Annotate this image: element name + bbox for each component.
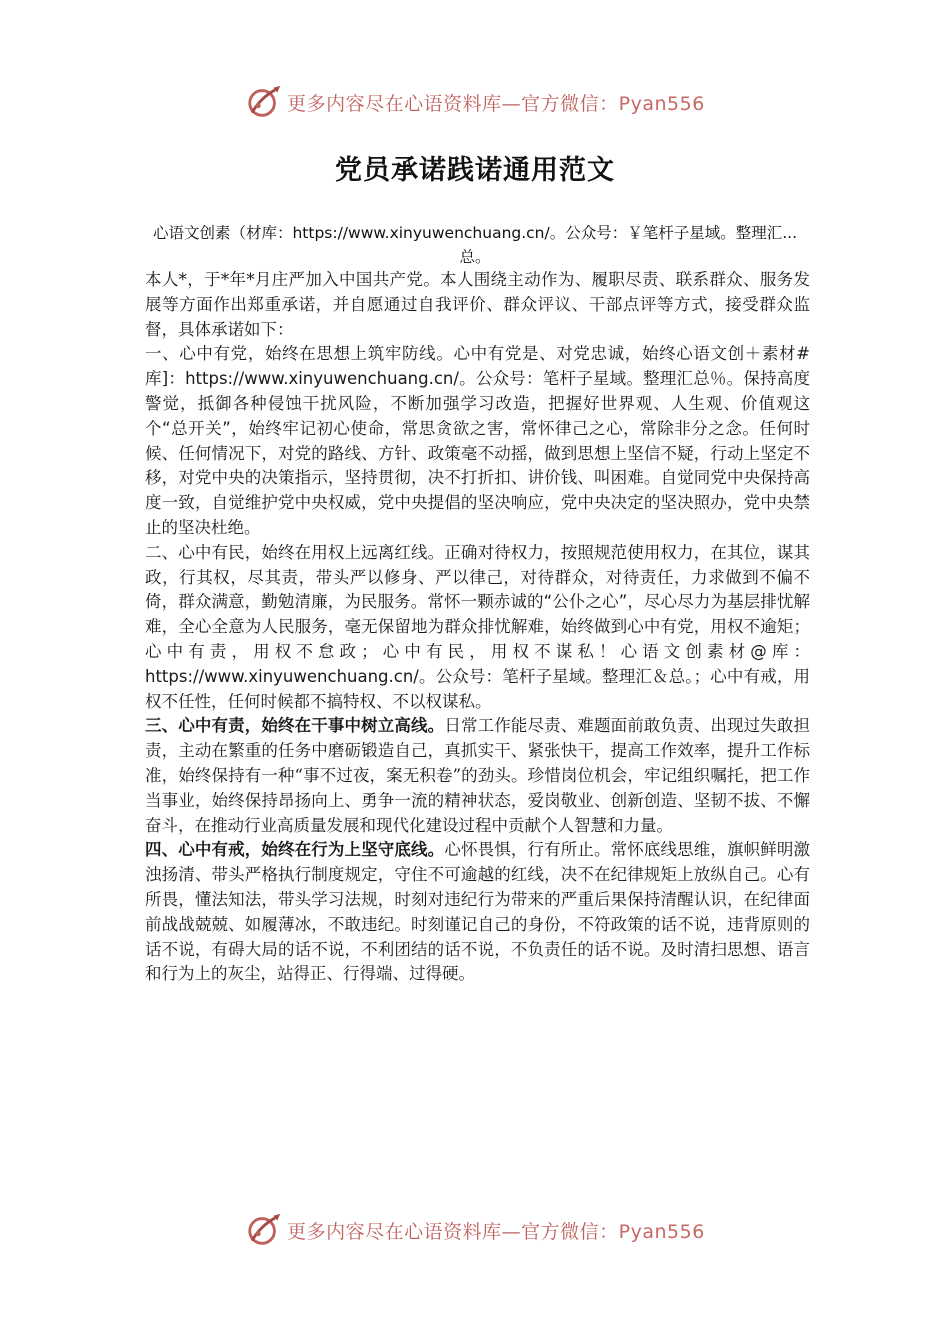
section-heading-3: 三、心中有责，始终在干事中树立高线。 <box>145 716 445 736</box>
intro-paragraph: 本人*，于*年*月庄严加入中国共产党。本人围绕主动作为、履职尽责、联系群众、服务发展等方面作出郑重承诺，并自愿通过自我评价、群众评议、干部点评等方式，接受群众监督，具体承诺如下： <box>145 270 810 339</box>
section-body-3: 日常工作能尽责、难题面前敢负责、出现过失敢担责，主动在繁重的任务中磨砺锻造自己，真抓实干、紧张快干，提高工作效率，提升工作标准，始终保持有一种“事不过夜，案无积卷”的劲头。珍惜岗位机会，牢记组织嘱托，把工作当事业，始终保持昂扬向上、勇争一流的精神状态，爱岗敬业、创新创造、坚韧不拔、不懈奋斗，在推动行业高质量发展和现代化建设过程中贡献个人智慧和力量。 <box>145 716 811 835</box>
source-line: 心语文创素（材库：https://www.xinyuwenchuang.cn/。公众号：￥笔杆子星域。整理汇...总。 <box>152 224 798 266</box>
document-title: 党员承诺践诺通用范文 <box>335 155 615 186</box>
section-body-4: 心怀畏惧，行有所止。常怀底线思维，旗帜鲜明激浊扬清、带头严格执行制度规定，守住不可逾越的红线，决不在纪律规矩上放纵自己。心有所畏，懂法知法，带头学习法规，时刻对违纪行为带来的严重后果保持清醒认识，在纪律面前战战兢兢、如履薄冰，不敢违纪。时刻谨记自己的身份，不符政策的话不说，违背原则的话不说，有碍大局的话不说，不利团结的话不说，不负责任的话不说。及时清扫思想、语言和行为上的灰尘，站得正、行得端、过得硬。 <box>145 840 811 984</box>
section-paragraph-2 <box>145 541 810 715</box>
document-body <box>145 268 810 987</box>
footer-banner <box>0 1210 950 1250</box>
banner-text: 更多内容尽在心语资料库—官方微信：Pyan556 <box>287 1220 705 1243</box>
section-body-1: 一、心中有党，始终在思想上筑牢防线。心中有党是、对党忠诚，始终心语文创＋素材#库]：https://www.xinyuwenchuang.cn/。公众号：笔杆子星域。整理汇总％。保持高度警觉，抵御各种侵蚀干扰风险，不断加强学习改造，把握好世界观、人生观、价值观这个“总开关”，始终牢记初心使命，常思贪欲之害，常怀律己之心，常除非分之念。任何时候、任何情况下，对党的路线、方针、政策毫不动摇，做到思想上坚信不疑，行动上坚定不移，对党中央的决策指示，坚持贯彻，决不打折扣、讲价钱、叫困难。自觉同党中央保持高度一致，自觉维护党中央权威，党中央提倡的坚决响应，党中央决定的坚决照办，党中央禁止的坚决杜绝。 <box>145 344 810 537</box>
section-paragraph-3 <box>145 714 810 838</box>
section-paragraph-4 <box>145 838 810 987</box>
section-paragraph-1 <box>145 342 810 540</box>
section-heading-4: 四、心中有戒，始终在行为上坚守底线。 <box>145 840 445 860</box>
ink-brush-logo-icon <box>245 1211 283 1249</box>
ink-brush-logo-icon <box>245 83 283 121</box>
section-body-2: 二、心中有民，始终在用权上远离红线。正确对待权力，按照规范使用权力，在其位，谋其政，行其权，尽其责，带头严以修身、严以律己，对待群众，对待责任，力求做到不偏不倚，群众满意，勤勉清廉，为民服务。常怀一颗赤诚的“公仆之心”，尽心尽力为基层排忧解难，全心全意为人民服务，毫无保留地为群众排忧解难，始终做到心中有党，用权不逾矩；心中有责，用权不怠政；心中有民，用权不谋私！心语文创素材@库：https://www.xinyuwenchuang.cn/。公众号：笔杆子星域。整理汇＆总。；心中有戒，用权不任性，任何时候都不搞特权、不以权谋私。 <box>145 542 810 711</box>
banner-text: 更多内容尽在心语资料库—官方微信：Pyan556 <box>287 92 705 115</box>
header-banner <box>0 82 950 122</box>
